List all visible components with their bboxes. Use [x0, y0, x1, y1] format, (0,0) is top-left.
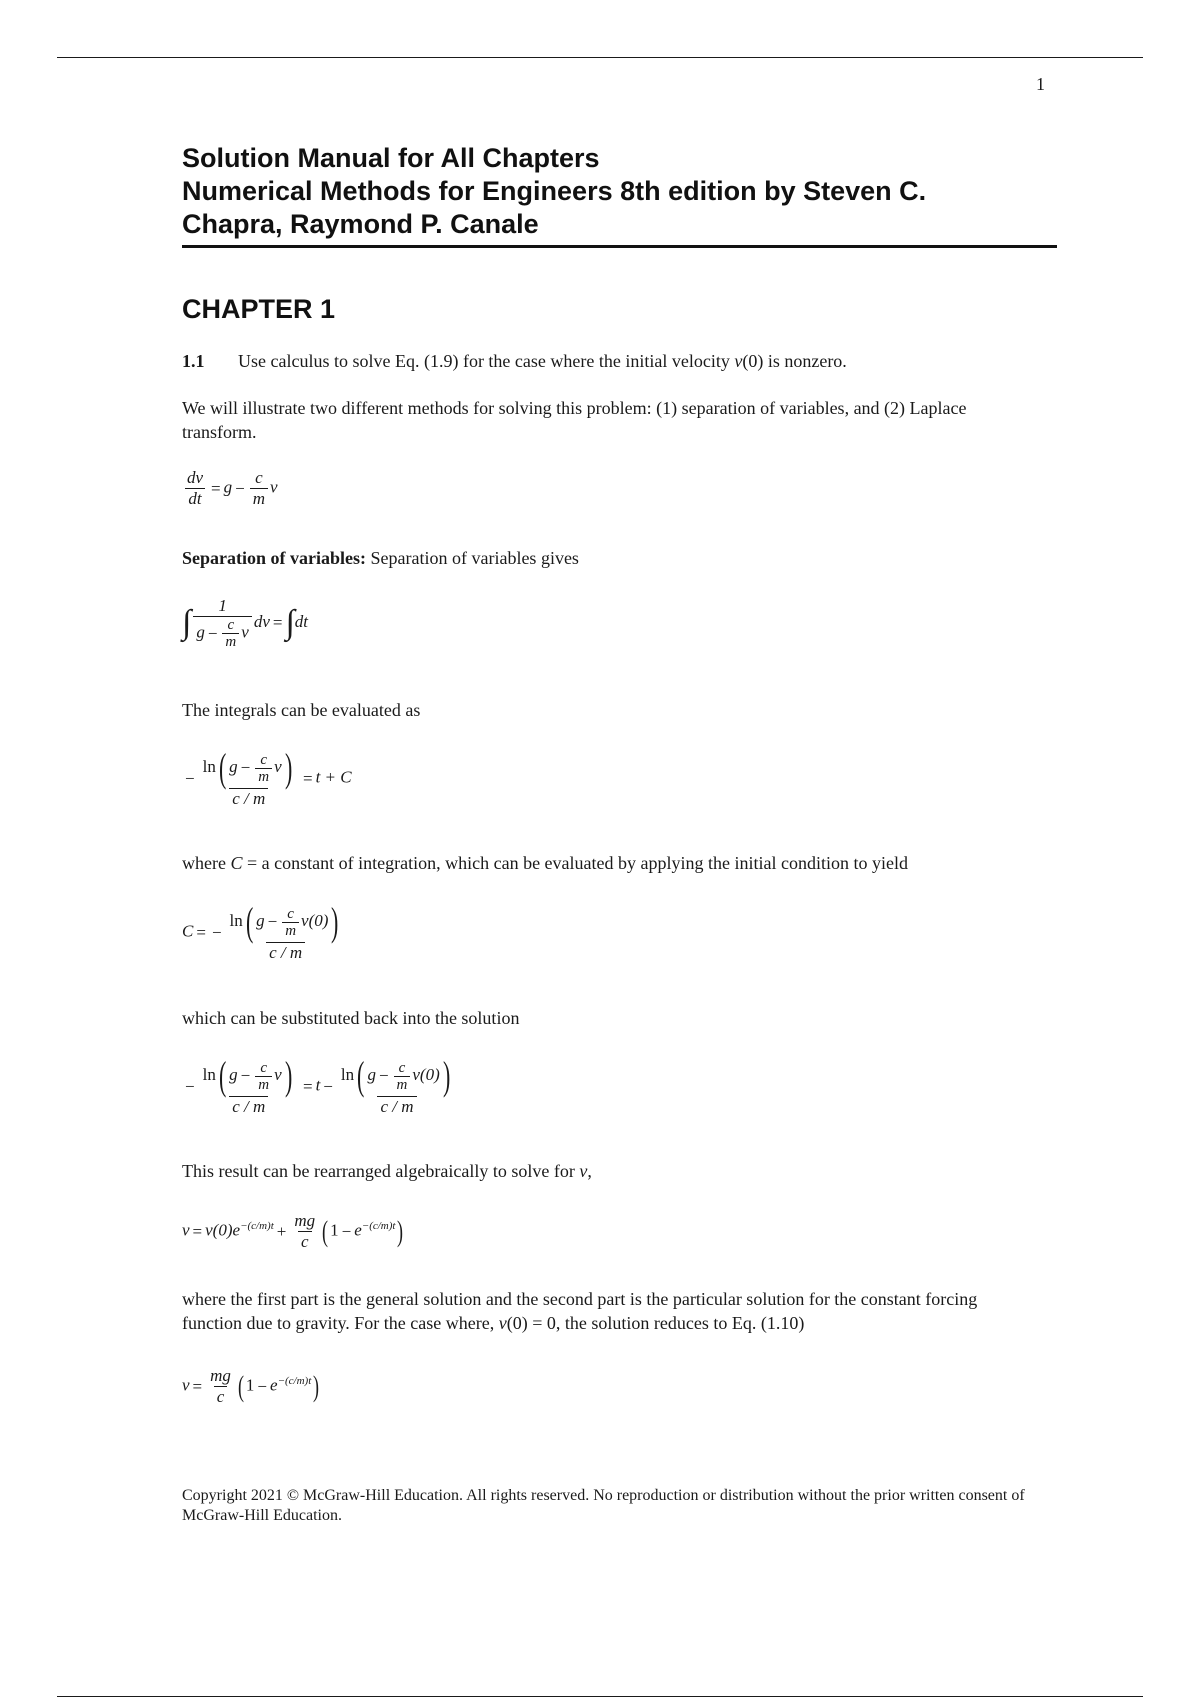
equation-solution: $v = v(0)e^{-(c/m)t}$ + $\frac{mg}{c}$ ( $1 - e^{-(c/m)t}$) [182, 1211, 404, 1251]
eq-ln: ln [202, 756, 216, 776]
equation-integral: ∫ 1 g − $\frac{c}{m}$ v dv =∫dt [182, 596, 309, 650]
eq-one: 1 [245, 1375, 255, 1395]
frac-num: c [260, 751, 267, 768]
eq-g: g [367, 1064, 376, 1084]
title-line-1: Solution Manual for All Chapters [182, 143, 600, 173]
equation-substituted: − ln( g − $\frac{c}{m}$ v) c / m = t − ln( g − $\frac{c}{m}$ v(0)) c / m [182, 1056, 458, 1117]
eq-g: g [196, 622, 205, 642]
eq-exponent: −(c/m)t [361, 1219, 396, 1232]
eq-one: 1 [330, 1220, 339, 1240]
eq-C: C [182, 921, 194, 941]
problem-statement [182, 349, 1032, 373]
frac-den: m [255, 768, 272, 785]
eq-ln: ln [340, 1064, 355, 1084]
title-underline [182, 245, 1057, 248]
frac-num: c [260, 1059, 267, 1076]
frac-den: c / m [377, 1096, 416, 1117]
eq-v: v [270, 477, 278, 497]
frac-cm [222, 617, 239, 650]
frac-den: c [298, 1231, 312, 1252]
frac-log-v0 [338, 1053, 456, 1117]
eq-dt: dt [294, 611, 309, 631]
integrals-paragraph: The integrals can be evaluated as [182, 700, 421, 720]
eq-g: g [223, 477, 233, 497]
frac-num: c [255, 468, 263, 487]
copyright-notice: Copyright 2021 © McGraw-Hill Education. All rights reserved. No reproduction or distribution without the prior written consent of McGraw-Hill Education. [182, 1487, 1025, 1524]
general-var: v [498, 1313, 507, 1333]
rearranged-text: This result can be rearranged algebraically to solve for [182, 1161, 580, 1181]
eq-t: t [315, 1075, 321, 1095]
frac-num: dv [187, 468, 204, 487]
separation-text: Separation of variables gives [366, 548, 579, 568]
rearranged-var: v [579, 1161, 588, 1181]
eq-rhs: t + C [315, 767, 352, 787]
eq-v: v [241, 622, 249, 642]
eq-v0e: v(0)e [205, 1220, 241, 1240]
frac-cm [394, 1060, 411, 1093]
general-text-end: (0) = 0, the solution reduces to Eq. (1.10) [506, 1313, 805, 1333]
general-paragraph [182, 1287, 1032, 1335]
frac-cm [282, 906, 299, 939]
title-line-2: Numerical Methods for Engineers 8th edition by Steven C. [182, 176, 927, 206]
frac-mgc [291, 1211, 318, 1252]
frac-num: ln( g − $\frac{c}{m}$ v(0)) [229, 899, 339, 944]
eq-g: g [256, 910, 265, 930]
frac-dvdt [184, 468, 206, 509]
frac-num: ln( g − $\frac{c}{m}$ v) [202, 745, 292, 790]
general-text: where the first part is the general solution and the second part is the particular solution for the constant forcing function due to gravity. For the case where, [182, 1289, 978, 1333]
eq-dv: dv [253, 611, 270, 631]
frac-den: c / m [266, 942, 305, 963]
frac-cm [255, 752, 272, 785]
separation-label: Separation of variables: [182, 548, 366, 568]
eq-v0: v(0) [412, 1064, 440, 1084]
frac-den: g − $\frac{c}{m}$ v [193, 616, 251, 650]
equation-log-result: − ln( g − $\frac{c}{m}$ v) c / m = t + C [185, 745, 352, 808]
eq-v: v [182, 1220, 190, 1240]
eq-v0: v(0) [301, 910, 329, 930]
frac-den: c / m [229, 1096, 268, 1117]
frac-num: mg [210, 1366, 231, 1385]
frac-num: c [227, 617, 235, 633]
eq-e: e [270, 1375, 278, 1395]
frac-den: m [282, 922, 299, 939]
chapter-heading: CHAPTER 1 [182, 294, 336, 324]
eq-v: v [182, 1375, 190, 1395]
frac-den: m [394, 1076, 411, 1093]
page-number: 1 [1036, 74, 1045, 94]
frac-integrand [193, 596, 251, 650]
frac-cm [255, 1060, 272, 1093]
eq-e: e [354, 1220, 362, 1240]
where-text-end: = a constant of integration, which can be evaluated by applying the initial condition to yield [242, 853, 908, 873]
rearranged-paragraph [182, 1159, 1032, 1183]
equation-constant: C = − ln( g − $\frac{c}{m}$ v(0)) c / m [182, 902, 347, 963]
separation-paragraph [182, 546, 1032, 570]
problem-var: v [734, 351, 743, 371]
frac-num: ln( g − $\frac{c}{m}$ v(0)) [340, 1053, 451, 1098]
frac-cm [250, 468, 268, 509]
title-line-3: Chapra, Raymond P. Canale [182, 209, 539, 239]
problem-text-end: (0) is nonzero. [742, 351, 847, 371]
eq-g: g [229, 756, 238, 776]
intro-paragraph: We will illustrate two different methods for solving this problem: (1) separation of variables, and (2) Laplace transform. [182, 398, 967, 442]
eq-exponent: −(c/m)t [277, 1374, 312, 1387]
top-rule [57, 57, 1143, 58]
frac-num: 1 [218, 596, 227, 615]
problem-number: 1.1 [182, 351, 205, 371]
frac-log-v [200, 1053, 298, 1117]
eq-ln: ln [229, 910, 243, 930]
equation-final: v = $\frac{mg}{c}$ ( $1 - e^{-(c/m)t}$) [182, 1366, 320, 1406]
rearranged-text-end: , [587, 1161, 592, 1181]
where-paragraph [182, 851, 1032, 875]
equation-ode: $\frac{dv}{dt}$ = g − $\frac{c}{m}$ v [182, 468, 278, 509]
eq-v: v [274, 1064, 282, 1084]
bottom-rule [57, 1696, 1143, 1697]
substituted-paragraph: which can be substituted back into the solution [182, 1008, 520, 1028]
where-text: where [182, 853, 231, 873]
frac-log [200, 745, 298, 809]
eq-exponent: −(c/m)t [240, 1219, 274, 1232]
frac-num: mg [294, 1211, 316, 1230]
where-var: C [230, 853, 243, 873]
frac-den: m [250, 488, 268, 509]
eq-g: g [229, 1064, 238, 1084]
eq-v: v [274, 756, 282, 776]
document-title [182, 142, 1057, 241]
frac-den: m [255, 1076, 272, 1093]
frac-constant [227, 899, 345, 963]
problem-text: Use calculus to solve Eq. (1.9) for the case where the initial velocity [238, 351, 735, 371]
frac-mgc [207, 1366, 234, 1407]
frac-den: m [222, 633, 239, 650]
frac-den: c / m [229, 788, 268, 809]
frac-num: c [398, 1059, 406, 1076]
frac-den: dt [185, 488, 204, 509]
eq-ln: ln [202, 1064, 216, 1084]
frac-den: c [214, 1386, 228, 1407]
frac-num: ln( g − $\frac{c}{m}$ v) [202, 1053, 292, 1098]
frac-num: c [287, 905, 294, 922]
